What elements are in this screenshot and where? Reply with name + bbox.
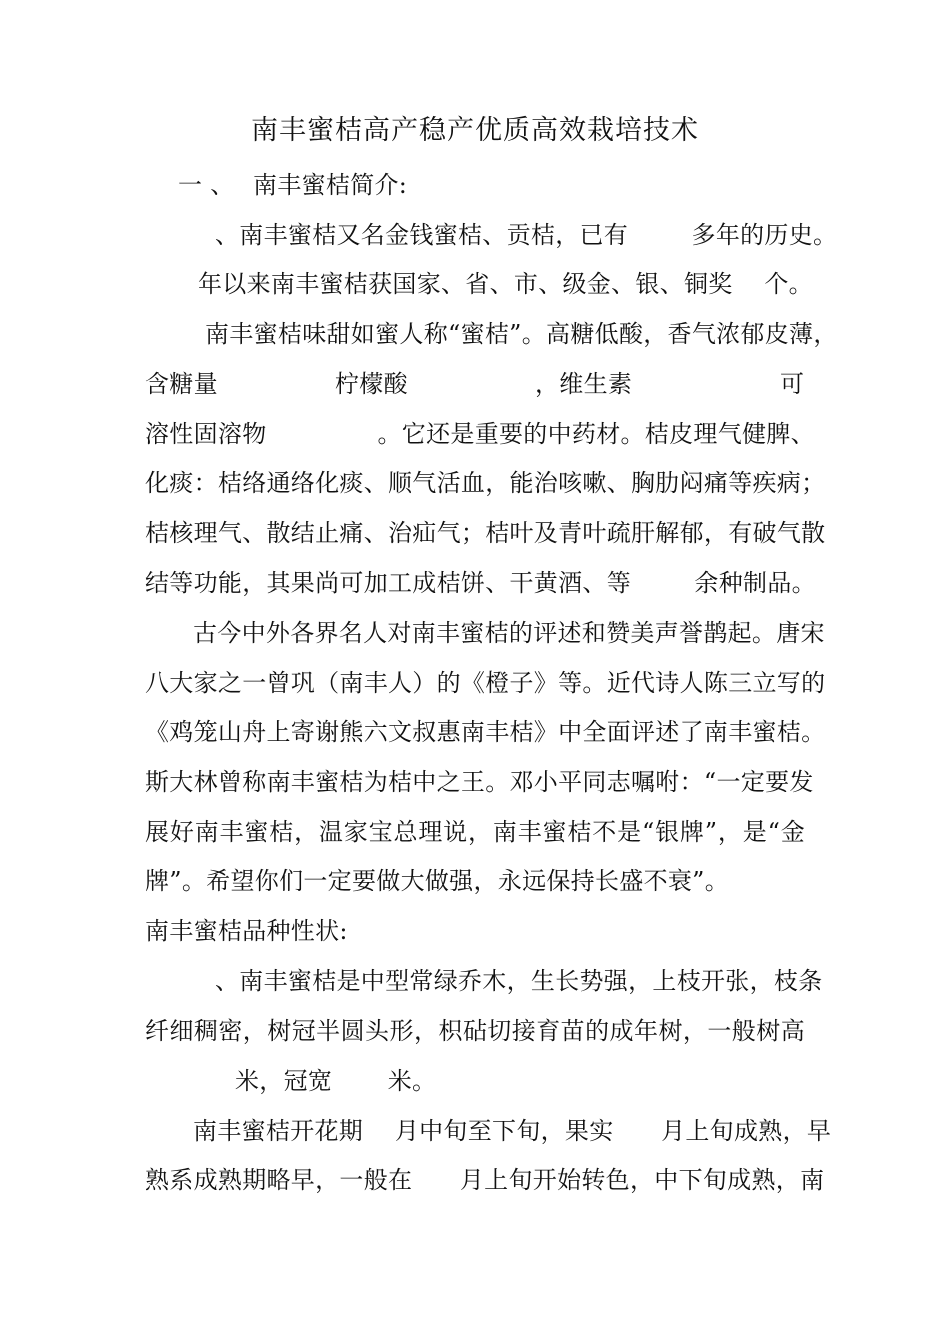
traits-line-5: 熟系成熟期略早，一般在 月上旬开始转色，中下旬成熟，南 [145, 1166, 825, 1194]
intro-line-4-vitamin: ，维生素 [535, 370, 633, 398]
intro-line-4-soluble: 可 [780, 370, 805, 398]
intro-line-7: 桔核理气、散结止痛、治疝气；桔叶及青叶疏肝解郁，有破气散 [145, 519, 826, 547]
praise-line-1: 古今中外各界名人对南丰蜜桔的评述和赞美声誉鹊起。唐宋 [193, 619, 825, 647]
traits-line-4: 南丰蜜桔开花期 月中旬至下旬，果实 月上旬成熟，早 [193, 1117, 832, 1145]
traits-line-2: 纤细稠密，树冠半圆头形，枳砧切接育苗的成年树，一般树高 [145, 1017, 805, 1045]
traits-line-1: 、南丰蜜桔是中型常绿乔木，生长势强，上枝开张，枝条 [215, 967, 823, 995]
praise-line-3: 《鸡笼山舟上寄谢熊六文叔惠南丰桔》中全面评述了南丰蜜桔。 [145, 718, 826, 746]
praise-line-6: 牌”。希望你们一定要做大做强，永远保持长盛不衰”。 [145, 867, 730, 895]
intro-line-4-citric: 柠檬酸 [335, 370, 408, 398]
traits-heading: 南丰蜜桔品种性状: [145, 917, 348, 945]
praise-line-2: 八大家之一曾巩（南丰人）的《橙子》等。近代诗人陈三立写的 [145, 669, 826, 697]
intro-line-6: 化痰：桔络通络化痰、顺气活血，能治咳嗽、胸肋闷痛等疾病； [145, 469, 826, 497]
intro-line-3: 南丰蜜桔味甜如蜜人称“蜜桔”。高糖低酸，香气浓郁皮薄， [205, 320, 838, 348]
praise-line-5: 展好南丰蜜桔，温家宝总理说，南丰蜜桔不是“银牌”，是“金 [145, 818, 805, 846]
document-title: 南丰蜜桔高产稳产优质高效栽培技术 [251, 115, 699, 146]
intro-line-4-sugar: 含糖量 [145, 370, 218, 398]
intro-line-2: 年以来南丰蜜桔获国家、省、市、级金、银、铜奖 个。 [198, 270, 813, 298]
intro-line-5: 溶性固溶物 。它还是重要的中药材。桔皮理气健脾、 [145, 420, 815, 448]
intro-line-1: 、南丰蜜桔又名金钱蜜桔、贡桔，已有 多年的历史。 [215, 221, 838, 249]
section-number: 一 、 [178, 171, 235, 199]
section-heading: 南丰蜜桔简介: [253, 171, 408, 199]
intro-line-8: 结等功能，其果尚可加工成桔饼、干黄酒、等 余种制品。 [145, 569, 816, 597]
praise-line-4: 斯大林曾称南丰蜜桔为桔中之王。邓小平同志嘱咐：“一定要发 [145, 768, 814, 796]
traits-line-3: 米，冠宽 米。 [235, 1067, 437, 1095]
